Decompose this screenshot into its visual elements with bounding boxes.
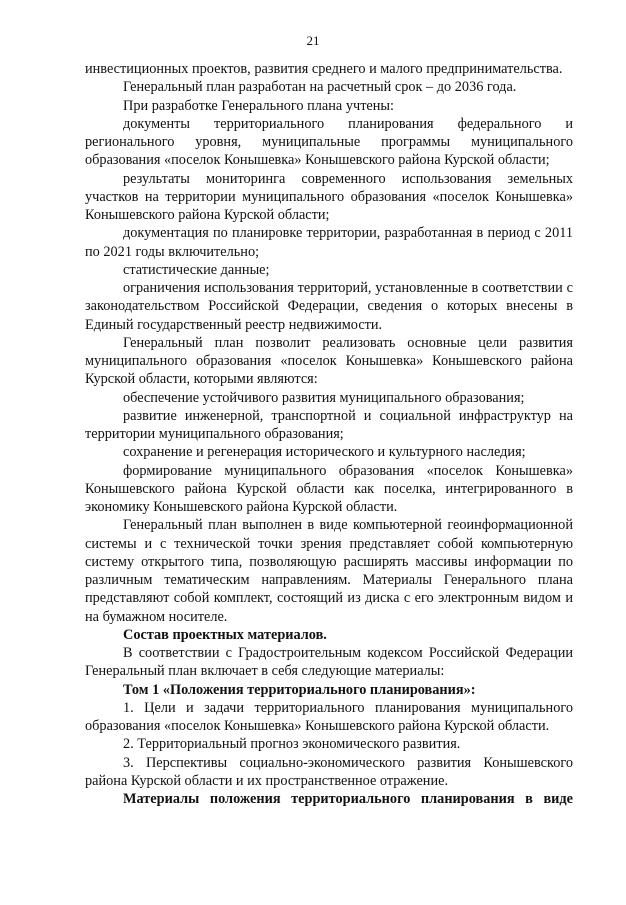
list-item: сохранение и регенерация исторического и культурного наследия; bbox=[123, 444, 526, 461]
paragraph: Генеральный план выполнен в виде компьютерной геоинформационной системы и с технической точки зрения представляет собой компьютерную систему открытого типа, позволяющую расширять массивы информации по различным тематическим направлениям. Материалы Генерального плана представляют собой комплект, состоящий из диска с его электронным видом и на бумажном носителе. bbox=[85, 517, 573, 625]
list-item: ограничения использования территорий, установленные в соответствии с законодательством Российской Федерации, сведения о которых внесены в Единый государственный реестр недвижимости. bbox=[85, 280, 573, 333]
list-item: формирование муниципального образования «поселок Конышевка» Конышевского района Курской области как поселка, интегрированного в экономику Конышевского района Курской области. bbox=[85, 462, 573, 515]
paragraph: инвестиционных проектов, развития среднего и малого предпринимательства. bbox=[85, 61, 563, 77]
list-item: результаты мониторинга современного использования земельных участков на территории муниципального образования «поселок Конышевка» Конышевского района Курской области; bbox=[85, 170, 573, 223]
list-item: 2. Территориальный прогноз экономического развития. bbox=[123, 736, 461, 753]
list-item: статистические данные; bbox=[123, 261, 270, 278]
paragraph: Генеральный план позволит реализовать основные цели развития муниципального образования «поселок Конышевка» Конышевского района Курской области, которыми являются: bbox=[85, 334, 573, 388]
list-item: документация по планировке территории, разработанная в период с 2011 по 2021 годы включительно; bbox=[85, 225, 573, 260]
paragraph: Генеральный план разработан на расчетный срок – до 2036 года. bbox=[123, 79, 517, 96]
paragraph: При разработке Генерального плана учтены: bbox=[123, 97, 395, 114]
page-number: 21 bbox=[306, 33, 320, 48]
paragraph: В соответствии с Градостроительным кодексом Российской Федерации Генеральный план включает в себя следующие материалы: bbox=[85, 645, 573, 680]
list-item: 3. Перспективы социально-экономического развития Конышевского района Курской области и их пространственное отражение. bbox=[85, 754, 573, 789]
section-heading: Материалы положения территориального планирования в виде bbox=[123, 791, 573, 807]
document-body bbox=[85, 60, 573, 808]
section-heading: Состав проектных материалов. bbox=[123, 626, 327, 643]
volume-heading: Том 1 «Положения территориального планирования»: bbox=[123, 681, 476, 698]
list-item: 1. Цели и задачи территориального планирования муниципального образования «поселок Конышевка» Конышевского района Курской области. bbox=[85, 699, 573, 734]
list-item: документы территориального планирования федерального и регионального уровня, муниципальные программы муниципального образования «поселок Конышевка» Конышевского района Курской области; bbox=[85, 115, 573, 169]
list-item: развитие инженерной, транспортной и социальной инфраструктур на территории муниципального образования; bbox=[85, 407, 573, 442]
list-item: обеспечение устойчивого развития муниципального образования; bbox=[123, 389, 525, 406]
